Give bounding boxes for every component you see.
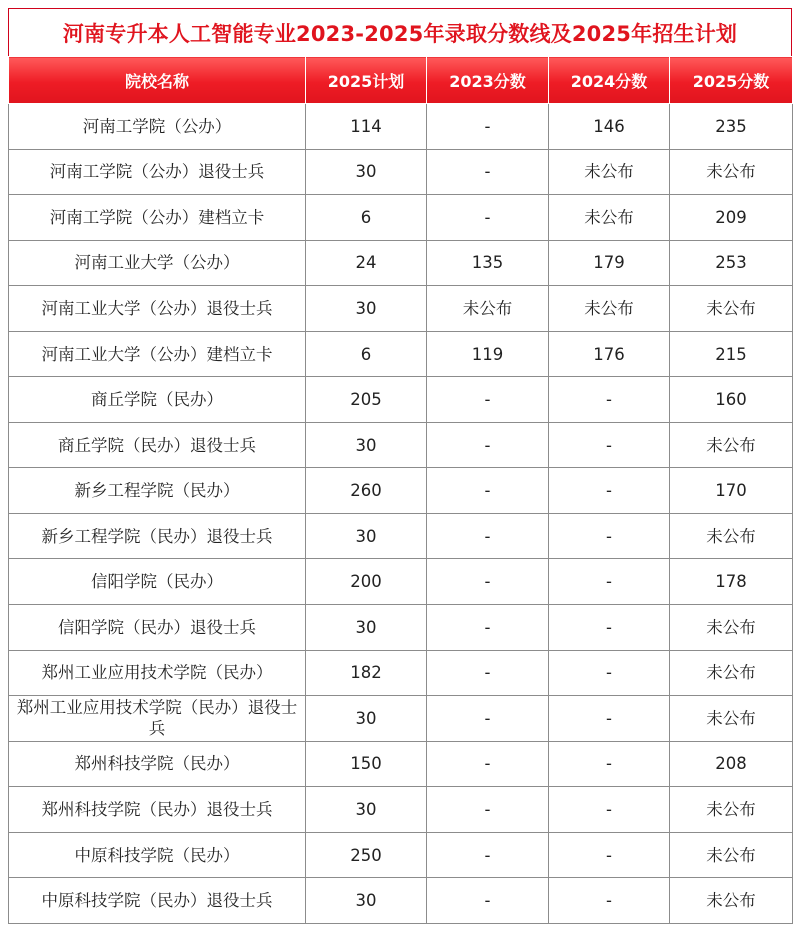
score-2025-cell: 未公布 [670, 286, 793, 332]
school-name-cell: 河南工学院（公办）建档立卡 [9, 195, 306, 241]
score-2024-cell: - [549, 741, 670, 787]
table-row [9, 741, 793, 787]
score-2024-cell: 176 [549, 331, 670, 377]
school-name-cell: 郑州科技学院（民办）退役士兵 [9, 787, 306, 833]
table-row [9, 377, 793, 423]
score-2025-cell: 未公布 [670, 878, 793, 924]
plan-2025-cell: 200 [306, 559, 427, 605]
school-name-cell: 中原科技学院（民办） [9, 832, 306, 878]
score-2024-cell: - [549, 605, 670, 651]
score-2025-cell: 未公布 [670, 422, 793, 468]
score-2025-cell: 235 [670, 104, 793, 150]
admission-table [8, 56, 793, 924]
score-2024-cell: - [549, 559, 670, 605]
table-row [9, 832, 793, 878]
table-row [9, 104, 793, 150]
score-2024-cell: 179 [549, 240, 670, 286]
score-2024-cell: - [549, 696, 670, 742]
score-2023-cell: 未公布 [427, 286, 549, 332]
score-2025-cell: 208 [670, 741, 793, 787]
score-2025-cell: 未公布 [670, 513, 793, 559]
score-2025-cell: 178 [670, 559, 793, 605]
score-2025-cell: 未公布 [670, 650, 793, 696]
plan-2025-cell: 6 [306, 195, 427, 241]
score-2025-cell: 未公布 [670, 832, 793, 878]
table-row [9, 650, 793, 696]
school-name-cell: 郑州科技学院（民办） [9, 741, 306, 787]
school-name-cell: 新乡工程学院（民办）退役士兵 [9, 513, 306, 559]
score-2025-cell: 未公布 [670, 696, 793, 742]
score-2023-cell: - [427, 377, 549, 423]
plan-2025-cell: 30 [306, 696, 427, 742]
score-2023-cell: 135 [427, 240, 549, 286]
score-2024-cell: 未公布 [549, 149, 670, 195]
school-name-cell: 郑州工业应用技术学院（民办） [9, 650, 306, 696]
score-2024-cell: - [549, 832, 670, 878]
plan-2025-cell: 205 [306, 377, 427, 423]
school-name-cell: 郑州工业应用技术学院（民办）退役士兵 [9, 696, 306, 742]
school-name-cell: 新乡工程学院（民办） [9, 468, 306, 514]
score-2023-cell: - [427, 878, 549, 924]
table-row [9, 559, 793, 605]
plan-2025-cell: 30 [306, 787, 427, 833]
score-2023-cell: - [427, 650, 549, 696]
score-2024-cell: - [549, 377, 670, 423]
score-2024-cell: - [549, 650, 670, 696]
score-2023-cell: - [427, 605, 549, 651]
header-school-name: 院校名称 [9, 57, 306, 104]
score-2023-cell: - [427, 422, 549, 468]
plan-2025-cell: 30 [306, 286, 427, 332]
table-row [9, 331, 793, 377]
plan-2025-cell: 260 [306, 468, 427, 514]
score-2023-cell: - [427, 468, 549, 514]
score-2025-cell: 253 [670, 240, 793, 286]
plan-2025-cell: 24 [306, 240, 427, 286]
table-row [9, 513, 793, 559]
score-2024-cell: 未公布 [549, 195, 670, 241]
table-header-row [9, 57, 793, 104]
header-score-2024: 2024分数 [549, 57, 670, 104]
score-2025-cell: 170 [670, 468, 793, 514]
score-2024-cell: - [549, 787, 670, 833]
score-2025-cell: 160 [670, 377, 793, 423]
score-2025-cell: 未公布 [670, 787, 793, 833]
table-row [9, 468, 793, 514]
score-2023-cell: - [427, 104, 549, 150]
table-row [9, 787, 793, 833]
score-2023-cell: - [427, 149, 549, 195]
table-row [9, 195, 793, 241]
table-row [9, 878, 793, 924]
school-name-cell: 河南工学院（公办）退役士兵 [9, 149, 306, 195]
table-row [9, 696, 793, 742]
score-2023-cell: - [427, 513, 549, 559]
school-name-cell: 河南工业大学（公办）退役士兵 [9, 286, 306, 332]
school-name-cell: 商丘学院（民办）退役士兵 [9, 422, 306, 468]
score-2023-cell: 119 [427, 331, 549, 377]
score-2023-cell: - [427, 696, 549, 742]
plan-2025-cell: 114 [306, 104, 427, 150]
header-score-2025: 2025分数 [670, 57, 793, 104]
score-2025-cell: 未公布 [670, 605, 793, 651]
score-2025-cell: 未公布 [670, 149, 793, 195]
plan-2025-cell: 30 [306, 149, 427, 195]
score-2023-cell: - [427, 787, 549, 833]
score-2023-cell: - [427, 195, 549, 241]
score-2024-cell: 146 [549, 104, 670, 150]
header-score-2023: 2023分数 [427, 57, 549, 104]
page-title: 河南专升本人工智能专业2023-2025年录取分数线及2025年招生计划 [8, 8, 792, 56]
plan-2025-cell: 250 [306, 832, 427, 878]
school-name-cell: 中原科技学院（民办）退役士兵 [9, 878, 306, 924]
table-row [9, 286, 793, 332]
plan-2025-cell: 150 [306, 741, 427, 787]
plan-2025-cell: 6 [306, 331, 427, 377]
table-row [9, 240, 793, 286]
school-name-cell: 河南工业大学（公办）建档立卡 [9, 331, 306, 377]
school-name-cell: 河南工业大学（公办） [9, 240, 306, 286]
table-body [9, 104, 793, 924]
score-2024-cell: - [549, 513, 670, 559]
score-2024-cell: - [549, 878, 670, 924]
score-2023-cell: - [427, 832, 549, 878]
header-plan-2025: 2025计划 [306, 57, 427, 104]
score-2025-cell: 209 [670, 195, 793, 241]
plan-2025-cell: 182 [306, 650, 427, 696]
score-2024-cell: - [549, 468, 670, 514]
score-2024-cell: 未公布 [549, 286, 670, 332]
plan-2025-cell: 30 [306, 513, 427, 559]
school-name-cell: 信阳学院（民办）退役士兵 [9, 605, 306, 651]
table-row [9, 149, 793, 195]
score-2023-cell: - [427, 741, 549, 787]
school-name-cell: 信阳学院（民办） [9, 559, 306, 605]
table-row [9, 605, 793, 651]
plan-2025-cell: 30 [306, 422, 427, 468]
plan-2025-cell: 30 [306, 605, 427, 651]
score-2023-cell: - [427, 559, 549, 605]
school-name-cell: 河南工学院（公办） [9, 104, 306, 150]
plan-2025-cell: 30 [306, 878, 427, 924]
score-2025-cell: 215 [670, 331, 793, 377]
school-name-cell: 商丘学院（民办） [9, 377, 306, 423]
score-2024-cell: - [549, 422, 670, 468]
table-row [9, 422, 793, 468]
